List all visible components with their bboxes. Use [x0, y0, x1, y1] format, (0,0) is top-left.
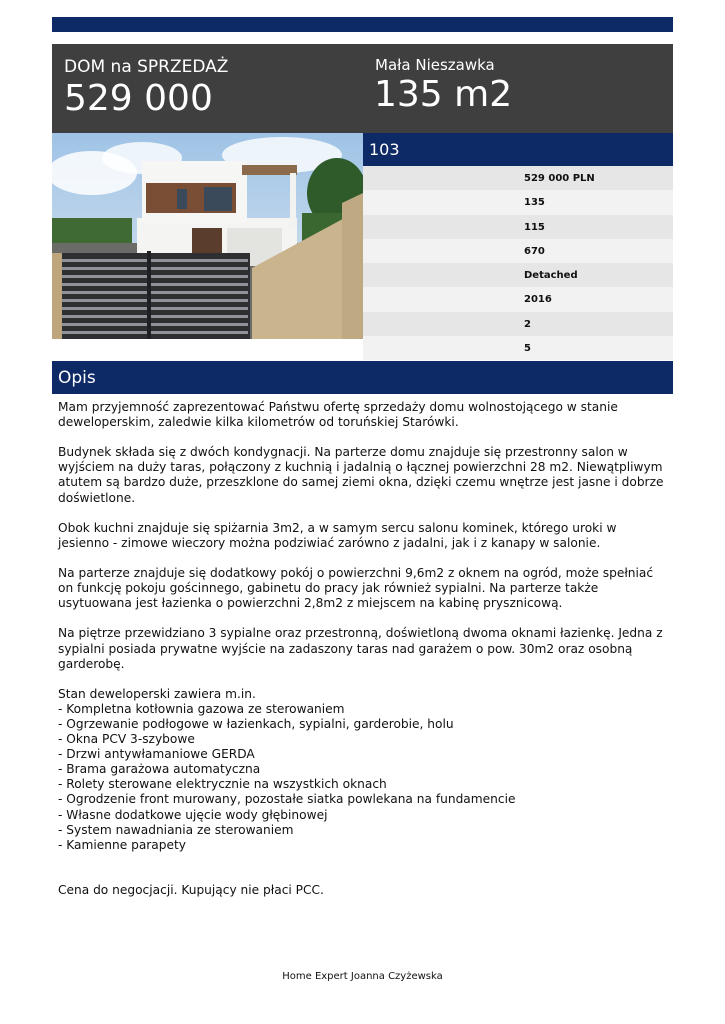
features-list-title: Stan deweloperski zawiera m.in. [58, 686, 256, 701]
footer-agency: Home Expert Joanna Czyżewska [282, 971, 443, 982]
list-item: - Ogrodzenie front murowany, pozostałe siatka powlekana na fundamencie [58, 792, 516, 807]
param-row [363, 239, 673, 263]
params-table [363, 166, 673, 360]
param-row [363, 166, 673, 190]
param-row [363, 190, 673, 214]
listing-header [52, 44, 673, 133]
param-row [363, 215, 673, 239]
list-item: - Ogrzewanie podłogowe w łazienkach, sypialni, garderobie, holu [58, 716, 454, 731]
param-plot-area: 670 [524, 245, 545, 257]
listing-id-bar [363, 133, 673, 166]
description-paragraph: Na parterze znajduje się dodatkowy pokój o powierzchni 9,6m2 z oknem na ogród, może spełniać on funkcję pokoju gościnnego, gabinetu do pracy jak również sypialni. Na parterze także usytuowana jest łazienka o powierzchni 2,8m2 z miejscem na kabinę prysznicową. [58, 566, 654, 611]
param-usable-area: 115 [524, 221, 545, 233]
listing-type: DOM na SPRZEDAŻ [64, 57, 229, 77]
listing-price: 529 000 [64, 78, 213, 119]
param-row [363, 336, 673, 360]
param-year-built: 2016 [524, 294, 552, 306]
list-item: - Kompletna kotłownia gazowa ze sterowaniem [58, 701, 345, 716]
listing-area: 135 m2 [374, 74, 513, 115]
list-item: - Okna PCV 3-szybowe [58, 732, 195, 747]
description-heading: Opis [58, 368, 96, 388]
param-area: 135 [524, 197, 545, 209]
listing-id: 103 [369, 140, 400, 159]
description-heading-bar [52, 361, 673, 394]
closing-note: Cena do negocjacji. Kupujący nie płaci PCC. [58, 882, 324, 897]
param-row [363, 287, 673, 311]
param-rooms: 5 [524, 343, 531, 355]
list-item: - Drzwi antywłamaniowe GERDA [58, 747, 255, 762]
param-building-type: Detached [524, 270, 578, 282]
param-price: 529 000 PLN [524, 173, 595, 184]
house-photo [52, 133, 363, 339]
description-paragraph: Budynek składa się z dwóch kondygnacji. Na parterze domu znajduje się przestronny salon w wyjściem na duży taras, połączony z kuchnią i jadalnią o łącznej powierzchni 28 m2. Niewątpliwym atutem są bardzo duże, przeszklone do samej ziemi okna, dzięki czemu wnętrze jest jasne i dobrze doświetlone. [58, 445, 664, 505]
list-item: - System nawadniania ze sterowaniem [58, 822, 294, 837]
list-item: - Rolety sterowane elektrycznie na wszystkich oknach [58, 777, 387, 792]
list-item: - Własne dodatkowe ujęcie wody głębinowej [58, 807, 328, 822]
description-paragraph: Obok kuchni znajduje się spiżarnia 3m2, a w samym sercu salonu kominek, którego uroki w jesienno - zimowe wieczory można podziwiać zarówno z jadalni, jak i z kanapy w salonie. [58, 520, 617, 550]
list-item: - Kamienne parapety [58, 837, 187, 852]
description-paragraph: Mam przyjemność zaprezentować Państwu ofertę sprzedaży domu wolnostojącego w stanie deweloperskim, zaledwie kilka kilometrów od toruńskiej Starówki. [58, 400, 618, 430]
description-body [58, 400, 670, 898]
top-accent-bar [52, 17, 673, 32]
list-item: - Brama garażowa automatyczna [58, 762, 261, 777]
listing-location: Mała Nieszawka [375, 56, 495, 74]
description-paragraph: Na piętrze przewidziano 3 sypialne oraz przestronną, doświetloną dwoma oknami łazienkę. Jedna z sypialni posiada prywatne wyjście na zadaszony taras nad garażem o pow. 30m2 oraz osobną garderobę. [58, 626, 663, 671]
param-row [363, 312, 673, 336]
param-floors: 2 [524, 318, 531, 330]
param-row [363, 263, 673, 287]
features-list [58, 687, 670, 853]
